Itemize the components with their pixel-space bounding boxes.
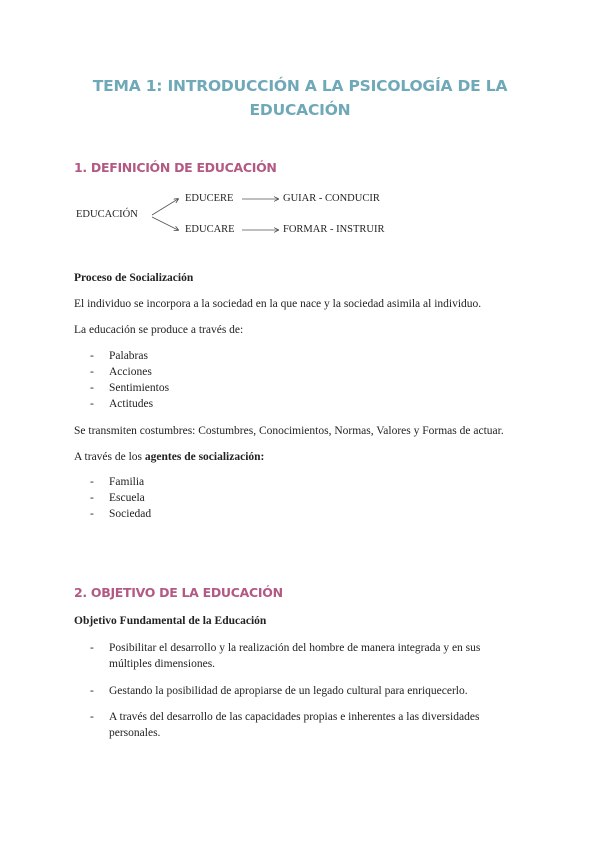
list-item <box>90 640 510 672</box>
bullet-dash: - <box>90 492 94 504</box>
list-item-text: Posibilitar el desarrollo y la realización del hombre de manera integrada y en sus múltiples dimensiones. <box>109 642 481 670</box>
bullet-dash: - <box>90 366 94 378</box>
bullet-dash: - <box>90 685 94 697</box>
agents-intro-bold: agentes de socialización: <box>144 451 265 463</box>
section1-heading: 1. DEFINICIÓN DE EDUCACIÓN <box>74 160 277 175</box>
page-title-line1: TEMA 1: INTRODUCCIÓN A LA PSICOLOGÍA DE LA <box>92 77 508 95</box>
diagram-root: EDUCACIÓN <box>76 209 138 220</box>
arrow-to-educere <box>152 199 178 215</box>
list-item-text: Actitudes <box>109 398 154 410</box>
list-item <box>90 490 145 506</box>
education-means-intro: La educación se produce a través de: <box>74 324 244 336</box>
list-item-text: Gestando la posibilidad de apropiarse de un legado cultural para enriquecerlo. <box>109 685 468 697</box>
arrow-to-educare <box>152 217 178 230</box>
page-title <box>60 74 540 122</box>
diagram-educere-result: GUIAR - CONDUCIR <box>283 193 380 204</box>
agents-intro <box>74 450 264 465</box>
list-item-text: Acciones <box>109 366 152 378</box>
objective-subheading: Objetivo Fundamental de la Educación <box>74 615 267 627</box>
list-item <box>90 348 148 364</box>
bullet-dash: - <box>90 642 94 654</box>
etymology-diagram <box>70 188 410 244</box>
agents-intro-prefix: A través de los <box>74 451 145 463</box>
list-item <box>90 474 144 490</box>
list-item <box>90 364 152 380</box>
list-item <box>90 380 169 396</box>
bullet-dash: - <box>90 350 94 362</box>
list-item-text: Escuela <box>109 492 145 504</box>
list-item-text: Palabras <box>109 350 148 362</box>
socialization-paragraph: El individuo se incorpora a la sociedad en la que nace y la sociedad asimila al individuo. <box>74 298 482 310</box>
list-item-text: Sentimientos <box>109 382 170 394</box>
page-title-line2: EDUCACIÓN <box>249 101 351 119</box>
customs-paragraph: Se transmiten costumbres: Costumbres, Conocimientos, Normas, Valores y Formas de actuar. <box>74 425 504 437</box>
list-item <box>90 396 153 412</box>
list-item-text: A través del desarrollo de las capacidades propias e inherentes a las diversidades personales. <box>109 711 480 739</box>
diagram-educare: EDUCARE <box>185 224 235 235</box>
list-item <box>90 709 510 741</box>
list-item-text: Sociedad <box>109 508 152 520</box>
bullet-dash: - <box>90 398 94 410</box>
list-item <box>90 506 151 522</box>
section2-heading: 2. OBJETIVO DE LA EDUCACIÓN <box>74 585 283 600</box>
socialization-subheading: Proceso de Socialización <box>74 272 194 284</box>
bullet-dash: - <box>90 476 94 488</box>
diagram-educare-result: FORMAR - INSTRUIR <box>283 224 385 235</box>
diagram-educere: EDUCERE <box>185 193 234 204</box>
bullet-dash: - <box>90 711 94 723</box>
bullet-dash: - <box>90 508 94 520</box>
list-item <box>90 683 510 699</box>
bullet-dash: - <box>90 382 94 394</box>
list-item-text: Familia <box>109 476 145 488</box>
